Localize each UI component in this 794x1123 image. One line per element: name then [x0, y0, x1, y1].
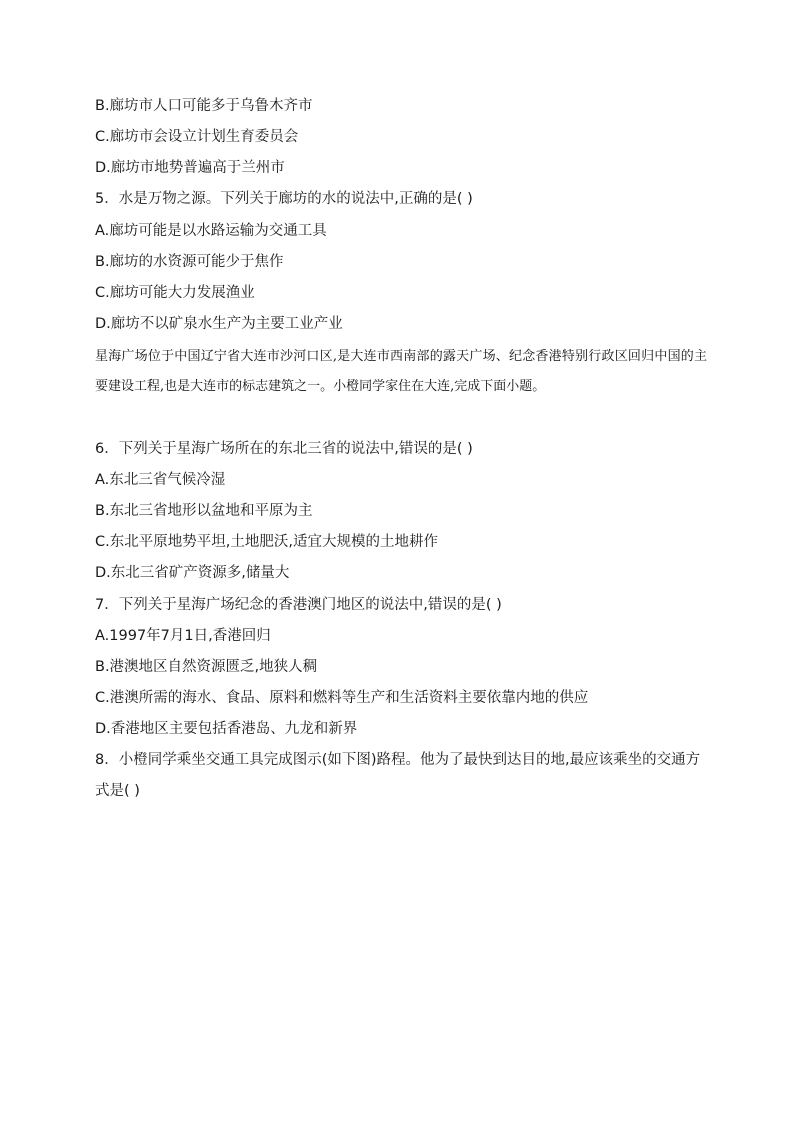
q7-option-d: D.香港地区主要包括香港岛、九龙和新界 [95, 721, 358, 737]
option-b-population: B.廊坊市人口可能多于乌鲁木齐市 [95, 98, 313, 114]
question-8: 8．小橙同学乘坐交通工具完成图示(如下图)路程。他为了最快到达目的地,最应该乘坐的交通方式是( ) [95, 752, 701, 799]
q5-option-c: C.廊坊可能大力发展渔业 [95, 285, 255, 301]
reading-passage: 星海广场位于中国辽宁省大连市沙河口区,是大连市西南部的露天广场、纪念香港特别行政区回归中国的主要建设工程,也是大连市的标志建筑之一。小橙同学家住在大连,完成下面小题。 [95, 349, 707, 394]
q6-option-d: D.东北三省矿产资源多,储量大 [95, 565, 290, 581]
question-5: 5．水是万物之源。下列关于廊坊的水的说法中,正确的是( ) [95, 191, 473, 207]
option-d-terrain: D.廊坊市地势普遍高于兰州市 [95, 160, 285, 176]
q6-option-b: B.东北三省地形以盆地和平原为主 [95, 503, 313, 519]
q5-option-a: A.廊坊可能是以水路运输为交通工具 [95, 223, 327, 239]
question-7: 7．下列关于星海广场纪念的香港澳门地区的说法中,错误的是( ) [95, 597, 502, 613]
q6-option-a: A.东北三省气候冷湿 [95, 472, 226, 488]
q7-option-c: C.港澳所需的海水、食品、原料和燃料等生产和生活资料主要依靠内地的供应 [95, 690, 589, 706]
q7-option-b: B.港澳地区自然资源匮乏,地狭人稠 [95, 659, 318, 675]
q6-option-c: C.东北平原地势平坦,土地肥沃,适宜大规模的土地耕作 [95, 534, 438, 550]
q5-option-b: B.廊坊的水资源可能少于焦作 [95, 254, 284, 270]
option-c-family-planning: C.廊坊市会设立计划生育委员会 [95, 129, 299, 145]
q5-option-d: D.廊坊不以矿泉水生产为主要工业产业 [95, 316, 343, 332]
question-6: 6．下列关于星海广场所在的东北三省的说法中,错误的是( ) [95, 441, 473, 457]
q7-option-a: A.1997年7月1日,香港回归 [95, 628, 271, 644]
